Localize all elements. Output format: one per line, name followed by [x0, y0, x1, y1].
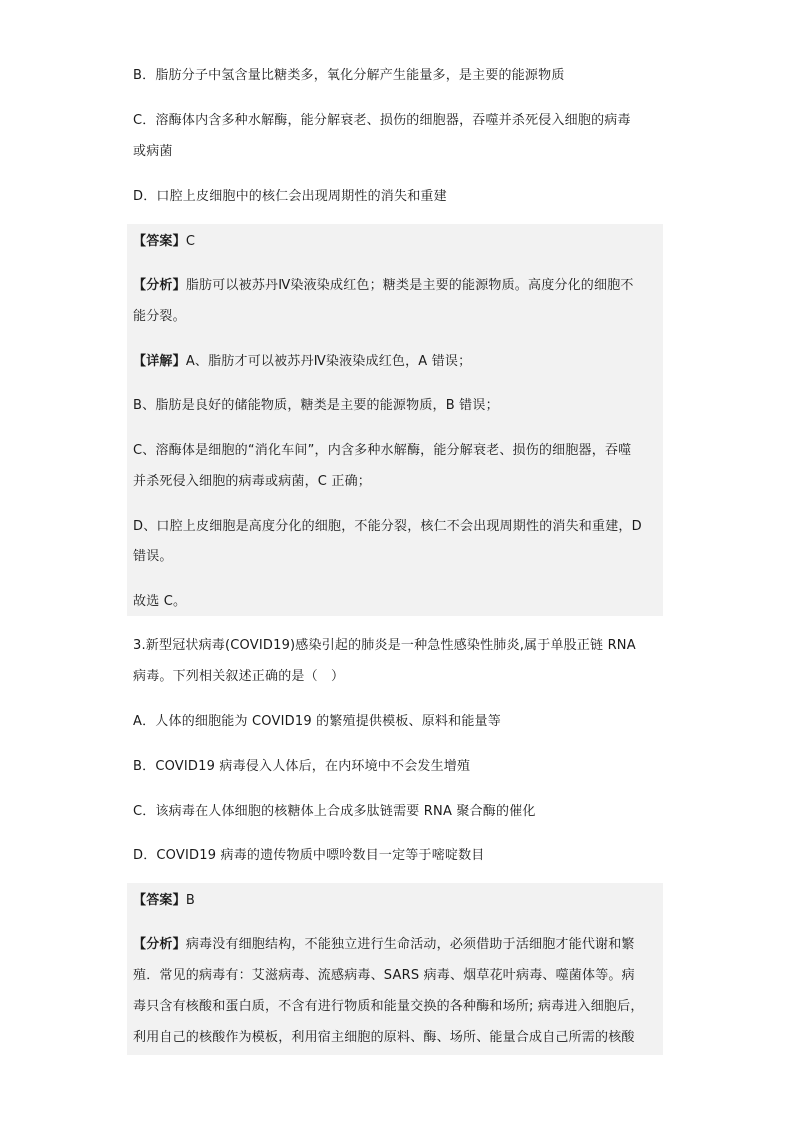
q2-detail-c-line1: C、溶酶体是细胞的“消化车间”，内含多种水解酶，能分解衰老、损伤的细胞器，吞噬 — [133, 443, 632, 458]
analysis-text: 脂肪可以被苏丹Ⅳ染液染成红色；糖类是主要的能源物质。高度分化的细胞不 — [185, 278, 634, 293]
q2-option-b: B．脂肪分子中氢含量比糖类多，氧化分解产生能量多，是主要的能源物质 — [133, 68, 565, 83]
q2-detail-a — [133, 352, 673, 372]
q2-analysis-line1 — [133, 276, 673, 296]
q2-detail-b: B、脂肪是良好的储能物质，糖类是主要的能源物质，B 错误； — [133, 398, 499, 413]
q3-option-a: A．人体的细胞能为 COVID19 的繁殖提供模板、原料和能量等 — [133, 714, 501, 729]
q2-analysis-line2: 能分裂。 — [133, 309, 186, 324]
detail-tag: 【详解】 — [133, 354, 186, 369]
q2-conclusion: 故选 C。 — [133, 594, 187, 609]
q3-analysis-line3: 毒只含有核酸和蛋白质，不含有进行物质和能量交换的各种酶和场所; 病毒进入细胞后， — [133, 999, 644, 1014]
q3-analysis-line4: 利用自己的核酸作为模板，利用宿主细胞的原料、酶、场所、能量合成自己所需的核酸 — [133, 1030, 635, 1045]
q3-option-d: D．COVID19 病毒的遗传物质中嘌呤数目一定等于嘧啶数目 — [133, 848, 485, 863]
q2-detail-d-line2: 错误。 — [133, 549, 173, 564]
answer-tag: 【答案】 — [133, 234, 186, 249]
q3-stem-line1: 3.新型冠状病毒(COVID19)感染引起的肺炎是一种急性感染性肺炎,属于单股正链 RNA — [133, 638, 636, 653]
q3-analysis-line2: 殖．常见的病毒有：艾滋病毒、流感病毒、SARS 病毒、烟草花叶病毒、噬菌体等。病 — [133, 968, 635, 983]
q2-option-c-line2: 或病菌 — [133, 144, 173, 159]
q2-detail-d-line1: D、口腔上皮细胞是高度分化的细胞，不能分裂，核仁不会出现周期性的消失和重建，D — [133, 519, 642, 534]
q3-option-c: C．该病毒在人体细胞的核糖体上合成多肽链需要 RNA 聚合酶的催化 — [133, 804, 536, 819]
q2-option-d: D．口腔上皮细胞中的核仁会出现周期性的消失和重建 — [133, 189, 447, 204]
q3-stem-line2: 病毒。下列相关叙述正确的是（ ） — [133, 669, 345, 684]
q3-option-b: B．COVID19 病毒侵入人体后，在内环境中不会发生增殖 — [133, 759, 471, 774]
q2-answer — [133, 232, 673, 252]
q3-answer — [133, 891, 673, 911]
q2-detail-c-line2: 并杀死侵入细胞的病毒或病菌，C 正确； — [133, 474, 372, 489]
q3-analysis-line1 — [133, 935, 673, 955]
analysis-tag: 【分析】 — [133, 937, 186, 952]
q2-option-c-line1: C．溶酶体内含多种水解酶，能分解衰老、损伤的细胞器，吞噬并杀死侵入细胞的病毒 — [133, 113, 631, 128]
answer-value: C — [185, 234, 196, 249]
analysis-text: 病毒没有细胞结构，不能独立进行生命活动，必须借助于活细胞才能代谢和繁 — [185, 937, 635, 952]
answer-value: B — [185, 893, 195, 908]
analysis-tag: 【分析】 — [133, 278, 186, 293]
detail-text: A、脂肪才可以被苏丹Ⅳ染液染成红色，A 错误； — [185, 354, 472, 369]
answer-tag: 【答案】 — [133, 893, 186, 908]
